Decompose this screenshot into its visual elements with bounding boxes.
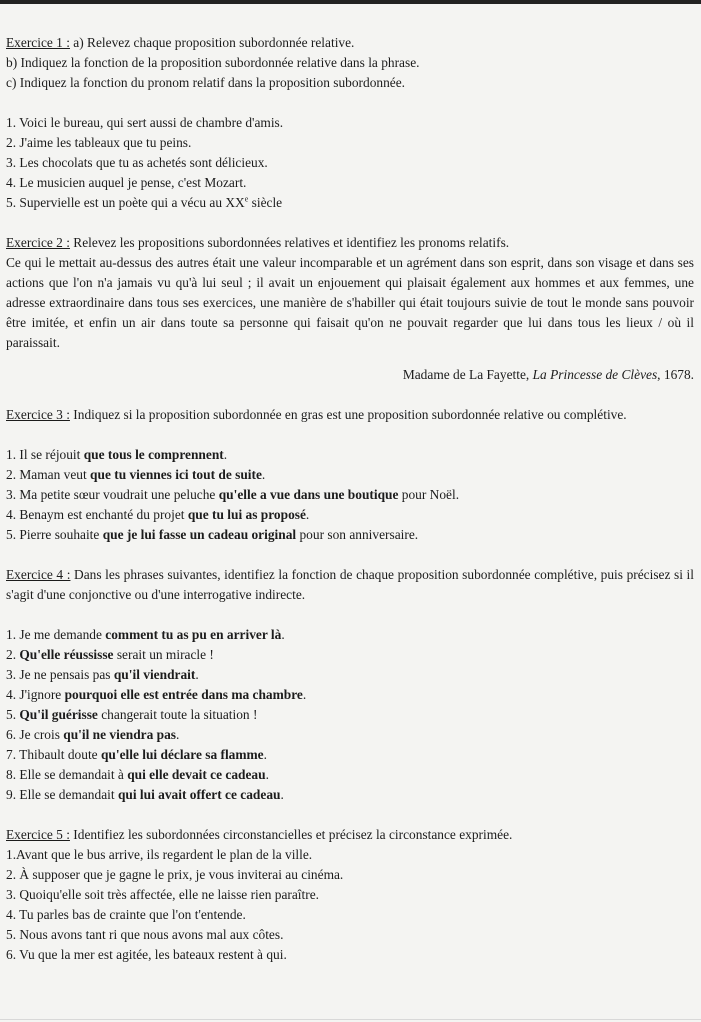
- exercise-4: [6, 565, 694, 805]
- list-item: 6. Vu que la mer est agitée, les bateaux restent à qui.: [6, 947, 287, 962]
- list-item: 4. Le musicien auquel je pense, c'est Mozart.: [6, 175, 247, 190]
- list-item: 2. J'aime les tableaux que tu peins.: [6, 135, 192, 150]
- exercise-4-heading: [6, 565, 694, 605]
- exercise-3-instruction: Indiquez si la proposition subordonnée en gras est une proposition subordonnée relative ou complétive.: [69, 407, 627, 422]
- item-bold: Qu'elle réussisse: [19, 647, 114, 662]
- exercise-1-instruction-b: b) Indiquez la fonction de la proposition subordonnée relative dans la phrase.: [6, 55, 420, 70]
- item-text: .: [281, 627, 285, 642]
- item-text: pour son anniversaire.: [296, 527, 419, 542]
- list-item: [6, 645, 694, 665]
- item-text: .: [176, 727, 180, 742]
- item-bold: Qu'il guérisse: [19, 707, 98, 722]
- worksheet-content: [6, 33, 694, 965]
- item-text: 1. Je me demande: [6, 627, 106, 642]
- exercise-2-attribution: [6, 365, 694, 385]
- item-bold: qui lui avait offert ce cadeau: [117, 787, 281, 802]
- item-text: 6. Je crois: [6, 727, 64, 742]
- list-item: 2. À supposer que je gagne le prix, je vous inviterai au cinéma.: [6, 867, 344, 882]
- attribution-work: La Princesse de Clèves: [532, 367, 658, 382]
- list-item: 1.Avant que le bus arrive, ils regardent le plan de la ville.: [6, 847, 313, 862]
- list-item: [6, 625, 694, 645]
- item-text: 9. Elle se demandait: [6, 787, 118, 802]
- list-item: 1. Voici le bureau, qui sert aussi de chambre d'amis.: [6, 115, 284, 130]
- top-border: [0, 0, 701, 4]
- item-text: .: [263, 747, 267, 762]
- bottom-divider: [0, 1019, 701, 1020]
- superscript: e: [244, 194, 249, 204]
- list-item: 3. Quoiqu'elle soit très affectée, elle ne laisse rien paraître.: [6, 887, 319, 902]
- item-text: serait un miracle !: [113, 647, 214, 662]
- item-bold: que tu lui as proposé: [187, 507, 306, 522]
- list-item: [6, 665, 694, 685]
- item-text: 2.: [6, 647, 20, 662]
- list-item: 5. Nous avons tant ri que nous avons mal aux côtes.: [6, 927, 284, 942]
- exercise-2-title: Exercice 2 :: [6, 235, 70, 250]
- attribution-author: Madame de La Fayette,: [402, 367, 533, 382]
- exercise-5-heading: [6, 825, 694, 845]
- item-text: 5. Supervielle est un poète qui a vécu au XX: [6, 195, 245, 210]
- exercise-1-instruction-a: a) Relevez chaque proposition subordonnée relative.: [69, 35, 355, 50]
- item-text: .: [305, 507, 310, 522]
- list-item: [6, 445, 694, 465]
- item-text: 3. Ma petite sœur voudrait une peluche: [6, 487, 219, 502]
- list-item: 3. Les chocolats que tu as achetés sont délicieux.: [6, 155, 268, 170]
- item-text: siècle: [248, 195, 283, 210]
- item-bold: qui elle devait ce cadeau: [127, 767, 266, 782]
- item-text: .: [265, 767, 269, 782]
- item-text: 1. Il se réjouit: [6, 447, 84, 462]
- exercise-1-instruction-c: c) Indiquez la fonction du pronom relatif dans la proposition subordonnée.: [6, 75, 406, 90]
- item-text: 3. Je ne pensais pas: [6, 667, 114, 682]
- list-item: [6, 465, 694, 485]
- exercise-1-title: Exercice 1 :: [6, 35, 70, 50]
- exercise-1-heading: [6, 33, 694, 53]
- item-bold: qu'elle lui déclare sa flamme: [100, 747, 264, 762]
- exercise-2: [6, 233, 694, 385]
- list-item: [6, 765, 694, 785]
- item-bold: que tu viennes ici tout de suite: [90, 467, 262, 482]
- item-text: .: [223, 447, 228, 462]
- exercise-1: [6, 33, 694, 213]
- exercise-3-title: Exercice 3 :: [6, 407, 70, 422]
- item-bold: qu'il viendrait: [113, 667, 196, 682]
- item-text: .: [195, 667, 199, 682]
- item-text: .: [261, 467, 266, 482]
- item-text: 2. Maman veut: [6, 467, 91, 482]
- item-bold: qu'elle a vue dans une boutique: [218, 487, 399, 502]
- item-bold: que tous le comprennent: [83, 447, 224, 462]
- exercise-3-heading: [6, 405, 694, 425]
- item-text: 4. J'ignore: [6, 687, 65, 702]
- exercise-5: [6, 825, 694, 965]
- item-text: changerait toute la situation !: [97, 707, 258, 722]
- list-item: [6, 193, 694, 213]
- item-text: .: [280, 787, 284, 802]
- list-item: [6, 785, 694, 805]
- item-text: 8. Elle se demandait à: [6, 767, 128, 782]
- exercise-3: [6, 405, 694, 545]
- exercise-5-title: Exercice 5 :: [6, 827, 70, 842]
- list-item: [6, 525, 694, 545]
- item-text: 7. Thibault doute: [6, 747, 101, 762]
- exercise-2-passage: Ce qui le mettait au-dessus des autres était une valeur incomparable et un agrément dans son esprit, dans son visage et dans ses actions que l'on n'a jamais vu qu'à lui seul ; il avait un enjouement qui plaisait également aux hommes et aux femmes, une adresse extraordinaire dans tous ses exercices, une manière de s'habiller qui était toujours suivie de tout le monde sans pouvoir être imitée, et enfin un air dans toute sa personne qui faisait qu'on ne pouvait regarder que lui dans tous les lieux / où il paraissait.: [6, 255, 694, 350]
- item-text: 5.: [6, 707, 20, 722]
- item-bold: comment tu as pu en arriver là: [105, 627, 282, 642]
- item-bold: que je lui fasse un cadeau original: [102, 527, 297, 542]
- exercise-4-title: Exercice 4 :: [6, 567, 71, 582]
- list-item: [6, 505, 694, 525]
- list-item: 4. Tu parles bas de crainte que l'on t'entende.: [6, 907, 246, 922]
- list-item: [6, 725, 694, 745]
- item-bold: pourquoi elle est entrée dans ma chambre: [64, 687, 303, 702]
- exercise-2-heading: [6, 233, 694, 253]
- item-text: 4. Benaym est enchanté du projet: [6, 507, 188, 522]
- exercise-2-instruction: Relevez les propositions subordonnées relatives et identifiez les pronoms relatifs.: [69, 235, 510, 250]
- exercise-5-instruction: Identifiez les subordonnées circonstancielles et précisez la circonstance exprimée.: [69, 827, 513, 842]
- item-text: .: [302, 687, 307, 702]
- list-item: [6, 685, 694, 705]
- exercise-4-instruction: Dans les phrases suivantes, identifiez la fonction de chaque proposition subordonnée complétive, puis précisez si il s'agit d'une conjonctive ou d'une interrogative indirecte.: [6, 567, 694, 602]
- list-item: [6, 745, 694, 765]
- attribution-year: , 1678.: [657, 367, 694, 382]
- item-text: 5. Pierre souhaite: [6, 527, 103, 542]
- item-bold: qu'il ne viendra pas: [63, 727, 177, 742]
- item-text: pour Noël.: [398, 487, 460, 502]
- list-item: [6, 485, 694, 505]
- list-item: [6, 705, 694, 725]
